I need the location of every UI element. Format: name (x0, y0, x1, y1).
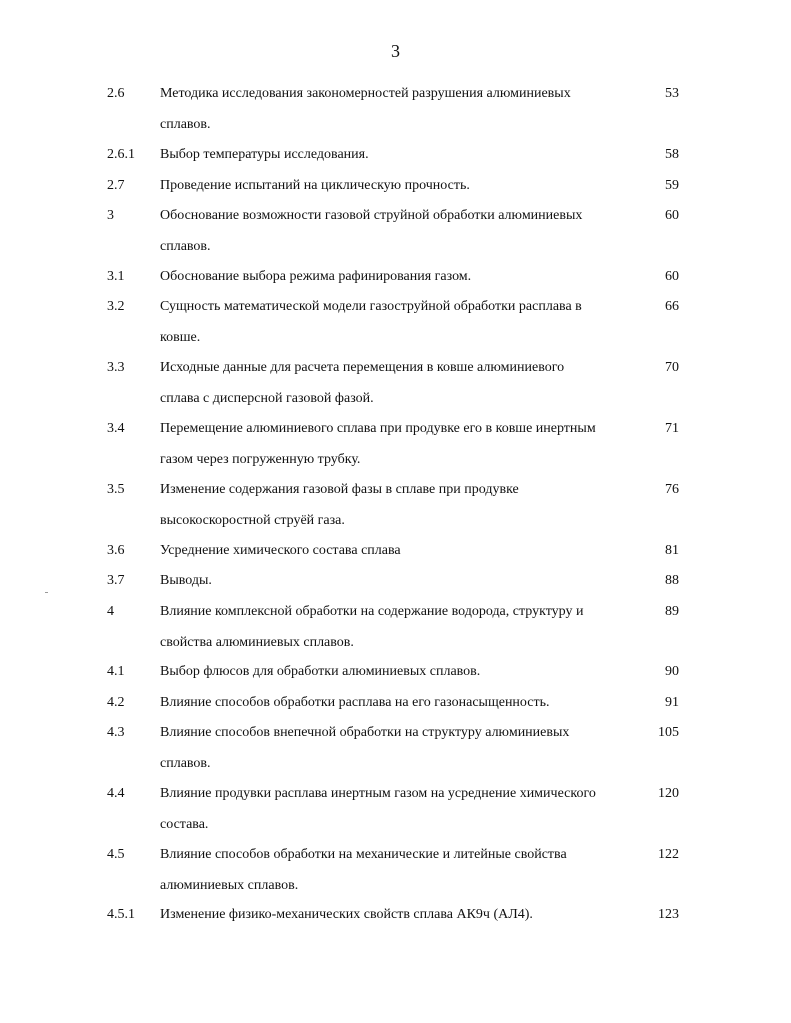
title-line: Влияние способов внепечной обработки на структуру алюминиевых (160, 725, 570, 740)
page-ref: 122 (658, 847, 679, 862)
title-line: Исходные данные для расчета перемещения в ковше алюминиевого (160, 360, 565, 375)
title-line: Обоснование возможности газовой струйной обработки алюминиевых (160, 208, 583, 223)
section-number: 4.5 (107, 847, 125, 862)
page-ref: 53 (665, 86, 679, 101)
title-line: Выбор температуры исследования. (160, 147, 369, 162)
title-line: состава. (160, 817, 209, 832)
title-line: Изменение содержания газовой фазы в сплаве при продувке (160, 482, 519, 497)
title-line: Перемещение алюминиевого сплава при продувке его в ковше инертным (160, 421, 596, 436)
section-number: 4.2 (107, 695, 125, 710)
section-title (160, 663, 640, 694)
page-ref: 60 (665, 208, 679, 223)
title-line: сплавов. (160, 756, 211, 771)
title-line: газом через погруженную трубку. (160, 452, 361, 467)
section-number: 4 (107, 604, 114, 619)
title-line: Методика исследования закономерностей разрушения алюминиевых (160, 86, 571, 101)
title-line: сплавов. (160, 117, 211, 132)
section-title (160, 268, 640, 299)
page-number: 3 (391, 41, 400, 61)
title-line: Обоснование выбора режима рафинирования газом. (160, 269, 472, 284)
title-line: Сущность математической модели газоструйной обработки расплава в (160, 299, 582, 314)
page-ref: 91 (665, 695, 679, 710)
title-line: ковше. (160, 330, 201, 345)
title-line: Усреднение химического состава сплава (160, 543, 401, 558)
section-title (160, 359, 640, 421)
title-line: свойства алюминиевых сплавов. (160, 635, 354, 650)
page-ref: 105 (658, 725, 679, 740)
title-line: высокоскоростной струёй газа. (160, 513, 345, 528)
page-ref: 70 (665, 360, 679, 375)
title-line: Влияние способов обработки расплава на его газонасыщенность. (160, 695, 550, 710)
section-number: 3 (107, 208, 114, 223)
section-number: 4.4 (107, 786, 125, 801)
title-line: Изменение физико-механических свойств сплава АК9ч (АЛ4). (160, 907, 533, 922)
section-number: 3.7 (107, 573, 125, 588)
section-number: 4.3 (107, 725, 125, 740)
section-number: 3.3 (107, 360, 125, 375)
page-ref: 89 (665, 604, 679, 619)
title-line: Выбор флюсов для обработки алюминиевых сплавов. (160, 664, 481, 679)
section-title (160, 207, 640, 269)
section-title (160, 420, 640, 482)
section-number: 2.7 (107, 178, 125, 193)
section-number: 3.1 (107, 269, 125, 284)
page-ref: 120 (658, 786, 679, 801)
page-ref: 59 (665, 178, 679, 193)
section-number: 4.1 (107, 664, 125, 679)
section-title (160, 603, 640, 665)
section-title (160, 724, 640, 786)
title-line: Влияние продувки расплава инертным газом на усреднение химического (160, 786, 596, 801)
section-number: 2.6 (107, 86, 125, 101)
title-line: сплавов. (160, 239, 211, 254)
section-title (160, 572, 640, 603)
section-title (160, 542, 640, 573)
title-line: Влияние комплексной обработки на содержание водорода, структуру и (160, 604, 584, 619)
page-ref: 66 (665, 299, 679, 314)
title-line: Проведение испытаний на циклическую прочность. (160, 178, 470, 193)
title-line: Влияние способов обработки на механические и литейные свойства (160, 847, 567, 862)
section-title (160, 85, 640, 147)
section-title (160, 177, 640, 208)
section-title (160, 694, 640, 725)
title-line: Выводы. (160, 573, 212, 588)
page-ref: 123 (658, 907, 679, 922)
page-ref: 90 (665, 664, 679, 679)
page-ref: 76 (665, 482, 679, 497)
section-number: 3.5 (107, 482, 125, 497)
section-number: 3.4 (107, 421, 125, 436)
page-ref: 81 (665, 543, 679, 558)
title-line: алюминиевых сплавов. (160, 878, 299, 893)
page-ref: 58 (665, 147, 679, 162)
section-title (160, 481, 640, 543)
section-number: 3.6 (107, 543, 125, 558)
page-ref: 60 (665, 269, 679, 284)
section-title (160, 785, 640, 847)
section-title (160, 298, 640, 360)
page-ref: 88 (665, 573, 679, 588)
section-number: 2.6.1 (107, 147, 135, 162)
section-number: 3.2 (107, 299, 125, 314)
section-number: 4.5.1 (107, 907, 135, 922)
page-ref: 71 (665, 421, 679, 436)
section-title (160, 846, 640, 908)
section-title (160, 906, 640, 937)
section-title (160, 146, 640, 177)
title-line: сплава с дисперсной газовой фазой. (160, 391, 374, 406)
